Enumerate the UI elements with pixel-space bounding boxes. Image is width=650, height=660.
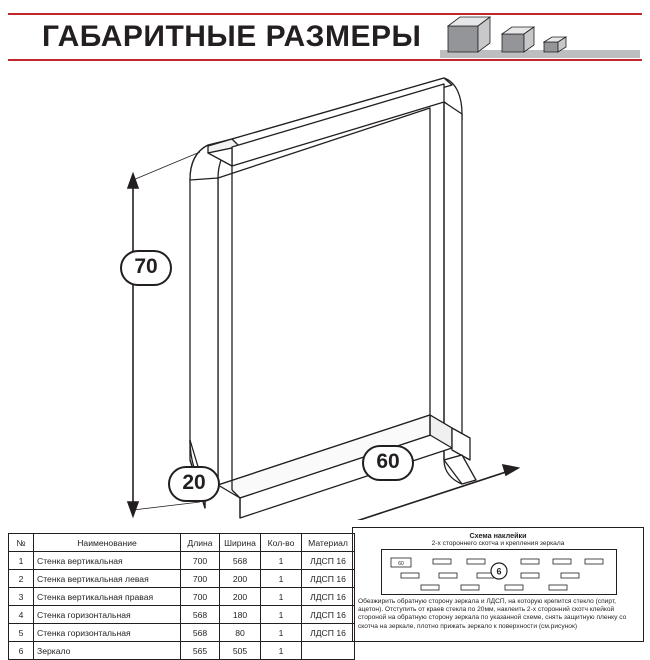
cell-number: 6 (9, 642, 34, 660)
cell-width: 200 (220, 588, 261, 606)
tape-layout-diagram-icon (381, 549, 617, 595)
parts-table (8, 533, 355, 660)
cell-material: ЛДСП 16 (302, 570, 355, 588)
cell-length: 700 (181, 570, 220, 588)
mirror-box-title: Схема наклейки (469, 531, 527, 540)
cell-length: 568 (181, 624, 220, 642)
cell-quantity: 1 (261, 624, 302, 642)
page-header (0, 0, 650, 62)
column-header-material: Материал (302, 534, 355, 552)
cell-width: 180 (220, 606, 261, 624)
cell-number: 5 (9, 624, 34, 642)
svg-text:60: 60 (398, 561, 404, 567)
cell-name: Зеркало (34, 642, 181, 660)
rack-svg (0, 60, 650, 520)
mirror-instruction-box (352, 527, 644, 642)
cell-material: ЛДСП 16 (302, 588, 355, 606)
column-header-name: Наименование (34, 534, 181, 552)
cell-number: 1 (9, 552, 34, 570)
cell-material: ЛДСП 16 (302, 552, 355, 570)
cell-name: Стенка вертикальная правая (34, 588, 181, 606)
dimension-label-height: 70 (120, 250, 172, 286)
shelf-rack-isometric-drawing (0, 60, 650, 520)
cell-width: 505 (220, 642, 261, 660)
cell-material: ЛДСП 16 (302, 606, 355, 624)
cell-length: 700 (181, 552, 220, 570)
cell-number: 4 (9, 606, 34, 624)
mirror-box-subtitle: 2-х стороннего скотча и крепления зеркала (431, 540, 565, 547)
cell-quantity: 1 (261, 642, 302, 660)
cell-quantity: 1 (261, 570, 302, 588)
table-row (9, 624, 355, 642)
cell-number: 2 (9, 570, 34, 588)
table-row (9, 642, 355, 660)
cell-number: 3 (9, 588, 34, 606)
three-boxes-icon (440, 16, 640, 58)
dimension-label-depth: 20 (168, 466, 220, 502)
dimension-label-width: 60 (362, 445, 414, 481)
cell-material (302, 642, 355, 660)
cell-name: Стенка вертикальная левая (34, 570, 181, 588)
svg-text:6: 6 (496, 566, 502, 577)
column-header-quantity: Кол-во (261, 534, 302, 552)
cell-length: 565 (181, 642, 220, 660)
table-header-row (9, 534, 355, 552)
table-row (9, 588, 355, 606)
cell-width: 200 (220, 570, 261, 588)
column-header-width: Ширина (220, 534, 261, 552)
cell-quantity: 1 (261, 552, 302, 570)
cell-material: ЛДСП 16 (302, 624, 355, 642)
cell-length: 568 (181, 606, 220, 624)
page-title: ГАБАРИТНЫЕ РАЗМЕРЫ (42, 20, 422, 53)
table-row (9, 570, 355, 588)
header-rule-top (8, 13, 642, 15)
cell-quantity: 1 (261, 588, 302, 606)
cell-name: Стенка горизонтальная (34, 624, 181, 642)
cell-length: 700 (181, 588, 220, 606)
cell-name: Стенка вертикальная (34, 552, 181, 570)
column-header-length: Длина (181, 534, 220, 552)
cell-quantity: 1 (261, 606, 302, 624)
column-header-number: № (9, 534, 34, 552)
cell-name: Стенка горизонтальная (34, 606, 181, 624)
table-row (9, 552, 355, 570)
cell-width: 80 (220, 624, 261, 642)
mirror-instruction-text: Обезжирить обратную сторону зеркала и ЛДСП, на которую крепится стекло (спирт, ацетон). Отступить от краев стекла по 20мм, наклеить 2-х сторонний скотч клейкой стороной на обратную сторону зеркала по указанной схеме, снять защитную пленку со скотча на зеркале, плотно прижать зеркало к поверхности (см.рисунок) (358, 598, 627, 630)
table-row (9, 606, 355, 624)
cell-width: 568 (220, 552, 261, 570)
